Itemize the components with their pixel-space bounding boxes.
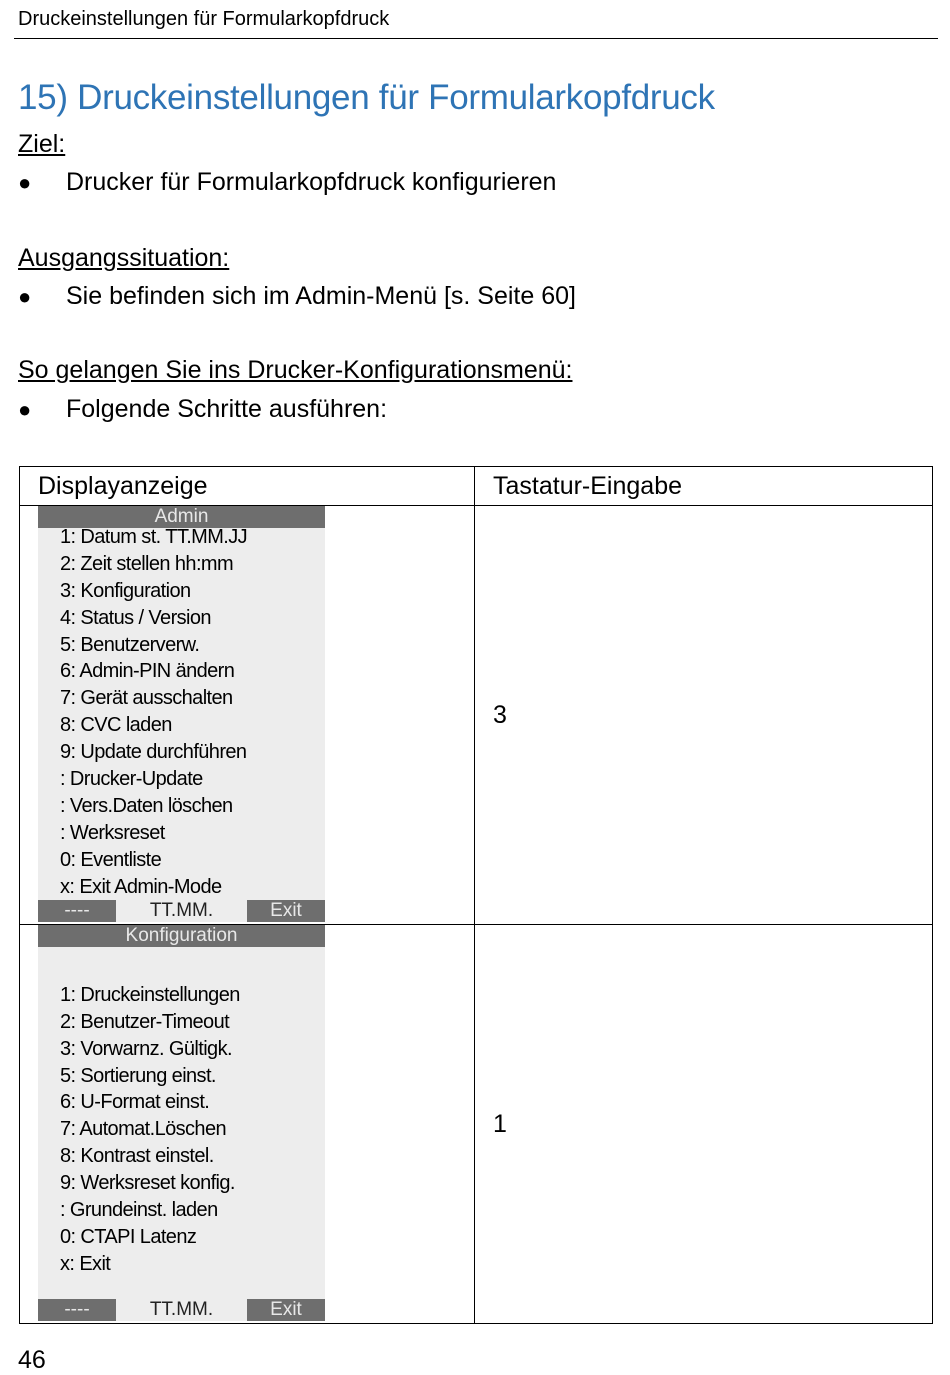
menu-item: 1: Druckeinstellungen (60, 983, 240, 1006)
start-bullet (18, 282, 576, 311)
device-display (38, 506, 325, 922)
table-row (20, 925, 933, 1324)
menu-item: 3: Vorwarnz. Gültigk. (60, 1037, 232, 1060)
menu-item: 5: Sortierung einst. (60, 1064, 216, 1087)
menu-item: 2: Benutzer-Timeout (60, 1010, 230, 1033)
howto-heading: So gelangen Sie ins Drucker-Konfigurationsmenü: (18, 356, 573, 384)
input-cell: 3 (475, 506, 933, 925)
running-header: Druckeinstellungen für Formularkopfdruck (18, 8, 390, 30)
softkey-middle: TT.MM. (116, 1299, 247, 1321)
menu-item: : Drucker-Update (60, 768, 203, 791)
softkey-left: ---- (38, 1299, 116, 1321)
menu-item: : Werksreset (60, 821, 165, 844)
menu-item: 7: Gerät ausschalten (60, 687, 233, 710)
menu-item: 8: Kontrast einstel. (60, 1145, 214, 1168)
menu-item: 1: Datum st. TT.MM.JJ (60, 526, 248, 548)
menu-item: 2: Zeit stellen hh:mm (60, 552, 234, 575)
start-heading: Ausgangssituation: (18, 244, 230, 272)
bullet-icon: ● (18, 283, 32, 309)
menu-item: : Grundeinst. laden (60, 1199, 218, 1222)
menu-item: x: Exit (60, 1252, 111, 1275)
page-number: 46 (18, 1346, 46, 1374)
display-menu (38, 955, 325, 1278)
menu-item: 9: Werksreset konfig. (60, 1172, 235, 1195)
goal-heading: Ziel: (18, 130, 66, 158)
header-rule (14, 38, 938, 39)
steps-table (19, 466, 933, 1324)
bullet-icon: ● (18, 169, 32, 195)
menu-item: 9: Update durchführen (60, 741, 247, 764)
display-menu (38, 524, 325, 900)
softkey-exit: Exit (247, 1299, 325, 1321)
section-title: 15) Druckeinstellungen für Formularkopfdruck (18, 78, 715, 117)
display-cell (20, 506, 475, 925)
display-softkeys (38, 1299, 325, 1321)
table-header-row (20, 467, 933, 506)
bullet-icon: ● (18, 396, 32, 422)
start-bullet-text: Sie befinden sich im Admin-Menü [s. Seite 60] (66, 282, 576, 310)
goal-bullet (18, 168, 556, 197)
menu-item: 5: Benutzerverw. (60, 633, 200, 656)
col-input-header: Tastatur-Eingabe (475, 467, 933, 506)
howto-bullet (18, 395, 387, 424)
display-title: Admin (38, 506, 325, 528)
goal-bullet-text: Drucker für Formularkopfdruck konfigurieren (66, 168, 557, 196)
menu-item: x: Exit Admin-Mode (60, 875, 222, 898)
menu-item: 6: Admin-PIN ändern (60, 660, 235, 683)
table-row (20, 506, 933, 925)
menu-item: 7: Automat.Löschen (60, 1118, 226, 1141)
display-softkeys (38, 900, 325, 922)
menu-item (60, 955, 325, 982)
softkey-middle: TT.MM. (116, 900, 247, 922)
menu-item: 6: U-Format einst. (60, 1091, 210, 1114)
menu-item: 8: CVC laden (60, 714, 172, 737)
softkey-exit: Exit (247, 900, 325, 922)
menu-item: 0: CTAPI Latenz (60, 1225, 197, 1248)
display-cell (20, 925, 475, 1324)
menu-item: 4: Status / Version (60, 606, 211, 629)
col-display-header: Displayanzeige (20, 467, 475, 506)
menu-item: 0: Eventliste (60, 848, 162, 871)
menu-item: 3: Konfiguration (60, 579, 191, 602)
display-title: Konfiguration (38, 925, 325, 947)
device-display (38, 925, 325, 1321)
softkey-left: ---- (38, 900, 116, 922)
howto-bullet-text: Folgende Schritte ausführen: (66, 395, 388, 423)
input-cell: 1 (475, 925, 933, 1324)
menu-item: : Vers.Daten löschen (60, 794, 233, 817)
